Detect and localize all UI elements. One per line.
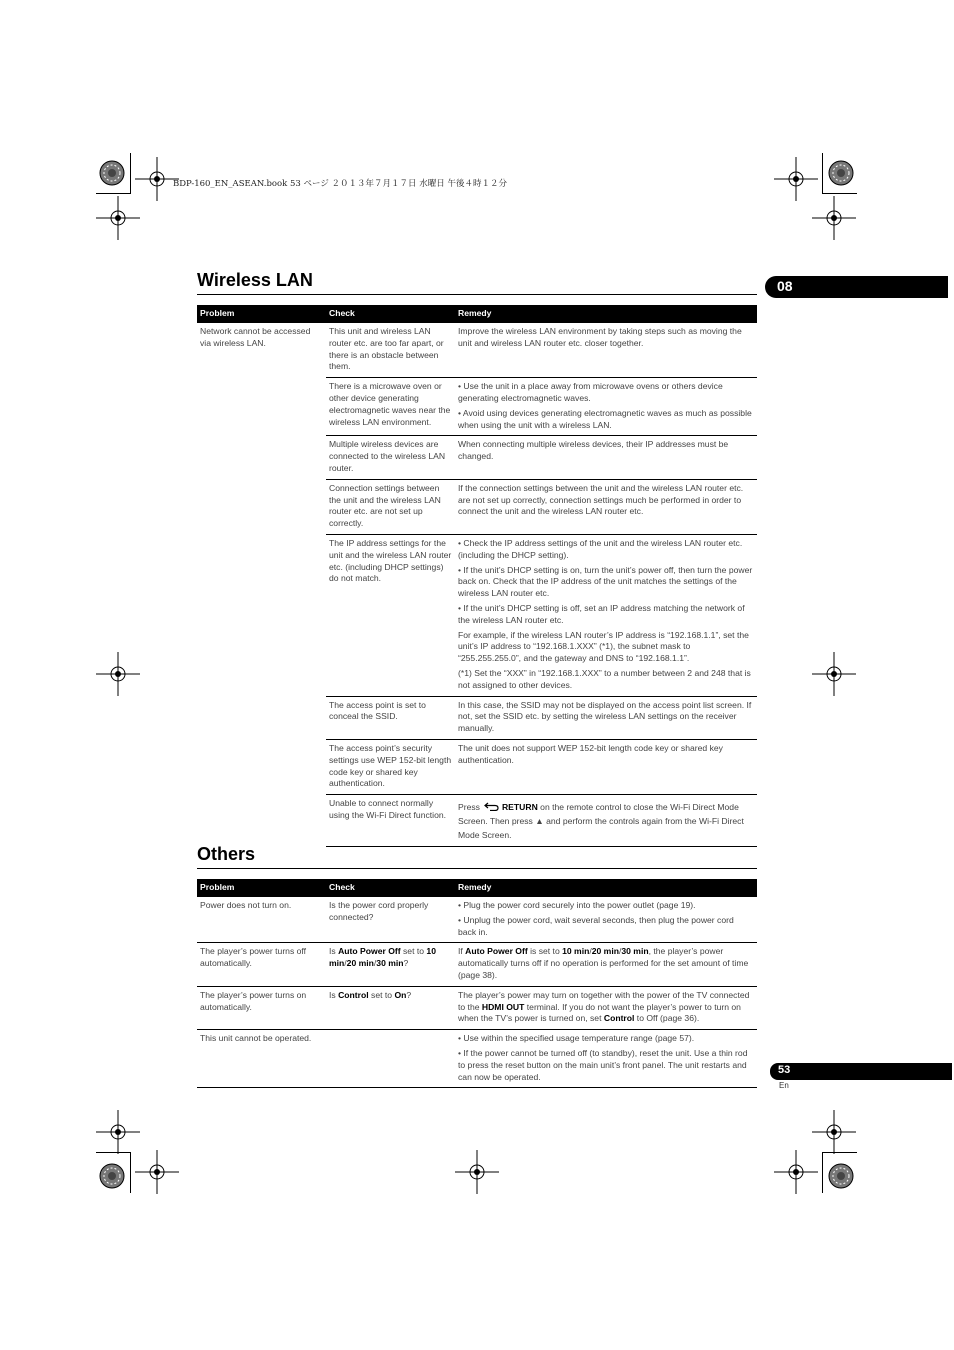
- section-rule: [197, 294, 757, 295]
- problem-cell: The player’s power turns on automatically.: [197, 986, 326, 1029]
- remedy-text: • If the power cannot be turned off (to standby), reset the unit. Use a thin rod to press the reset button on the main unit’s front panel. The unit restarts and can now be operated.: [458, 1047, 748, 1082]
- check-cell: Is the power cord properly connected?: [326, 897, 455, 943]
- registration-mark-icon: [812, 196, 856, 240]
- table-row: [197, 1030, 757, 1088]
- remedy-cell: [455, 739, 757, 794]
- check-text: /: [373, 958, 377, 969]
- color-rosette-icon: [828, 1163, 854, 1189]
- registration-mark-icon: [96, 196, 140, 240]
- crop-line: [130, 1153, 131, 1193]
- header-check: Check: [326, 305, 455, 323]
- remedy-text: In this case, the SSID may not be displayed on the access point list screen. If not, set the SSID etc. by setting the wireless LAN settings on the receiver manually.: [458, 699, 752, 734]
- chapter-number: 08: [777, 278, 793, 294]
- setting-value: 10 min: [562, 946, 590, 957]
- section-rule: [197, 868, 757, 869]
- registration-mark-icon: [812, 1110, 856, 1154]
- crop-line: [822, 153, 823, 193]
- remedy-cell: [455, 897, 757, 943]
- remedy-cell: [455, 479, 757, 534]
- table-header-row: [197, 305, 757, 323]
- registration-mark-icon: [774, 1150, 818, 1194]
- header-check: Check: [326, 879, 455, 897]
- terminal-name: HDMI OUT: [481, 1001, 525, 1012]
- header-remedy: Remedy: [455, 305, 757, 323]
- remedy-text: • Avoid using devices generating electromagnetic waves as much as possible when using the unit with a wireless LAN.: [458, 407, 752, 430]
- check-text: Is: [329, 989, 339, 1000]
- check-cell: Connection settings between the unit and the wireless LAN router etc. are not set up correctly.: [326, 479, 455, 534]
- color-rosette-icon: [828, 160, 854, 186]
- remedy-cell: [455, 378, 757, 436]
- problem-cell: Power does not turn on.: [197, 897, 326, 943]
- return-arrow-icon: [484, 802, 500, 811]
- check-cell: [326, 986, 455, 1029]
- others-table: [197, 879, 757, 1088]
- setting-value: 20 min: [346, 958, 374, 969]
- check-cell: Unable to connect normally using the Wi-Fi Direct function.: [326, 795, 455, 847]
- problem-cell: This unit cannot be operated.: [197, 1030, 326, 1088]
- table-row: [197, 986, 757, 1029]
- registration-mark-icon: [774, 157, 818, 201]
- check-text: ?: [406, 989, 412, 1000]
- check-cell: The access point is set to conceal the SSID.: [326, 696, 455, 739]
- setting-name: Control: [603, 1013, 635, 1024]
- check-text: Is: [329, 946, 339, 957]
- remedy-text: /: [618, 946, 622, 957]
- header-remedy: Remedy: [455, 879, 757, 897]
- crop-line: [96, 1152, 131, 1153]
- remedy-cell: [455, 696, 757, 739]
- print-header: BDP-160_EN_ASEAN.book 53 ページ ２０１３年７月１７日 水曜日 午後４時１２分: [173, 179, 507, 189]
- check-cell: [326, 943, 455, 986]
- page-number-tab: [770, 1063, 952, 1080]
- remedy-text: Press: [458, 802, 480, 813]
- remedy-cell: [455, 436, 757, 479]
- registration-mark-icon: [96, 652, 140, 696]
- registration-mark-icon: [96, 1110, 140, 1154]
- table-row: [197, 897, 757, 943]
- crop-line: [130, 153, 131, 193]
- remedy-cell: [455, 943, 757, 986]
- check-cell: The IP address settings for the unit and the wireless LAN router etc. (including DHCP settings) do not match.: [326, 534, 455, 696]
- registration-mark-icon: [812, 652, 856, 696]
- remedy-text: For example, if the wireless LAN router’s IP address is “192.168.1.1”, set the unit’s IP address to “192.168.1.XXX” (*1), the subnet mask to “255.255.255.0”, and the gateway and DNS to “192.168.1.1”.: [458, 629, 749, 664]
- setting-name: Auto Power Off: [465, 946, 528, 957]
- remedy-text: • Use the unit in a place away from microwave ovens or others device generating electromagnetic waves.: [458, 381, 723, 403]
- check-cell: Multiple wireless devices are connected to the wireless LAN router.: [326, 436, 455, 479]
- remedy-text: • If the unit’s DHCP setting is off, set an IP address matching the network of the wireless LAN router etc.: [458, 602, 745, 625]
- setting-name: Auto Power Off: [338, 946, 401, 957]
- table-row: [197, 943, 757, 986]
- problem-cell: Network cannot be accessed via wireless LAN.: [200, 326, 311, 348]
- remedy-text: • Use within the specified usage temperature range (page 57).: [458, 1033, 695, 1044]
- remedy-text: The unit does not support WEP 152-bit length code key or shared key authentication.: [458, 742, 723, 765]
- setting-value: 10 min: [329, 946, 436, 969]
- header-problem: Problem: [197, 305, 326, 323]
- remedy-text: is set to: [527, 946, 563, 957]
- check-text: set to: [400, 946, 427, 957]
- check-cell: This unit and wireless LAN router etc. are too far apart, or there is an obstacle between them.: [326, 323, 455, 378]
- remedy-text: If: [458, 946, 466, 957]
- remedy-text: If the connection settings between the unit and the wireless LAN router etc. are not set up correctly, connection settings much be performed in order to connect the unit and the wireless LAN router etc.: [458, 482, 744, 517]
- remedy-text: terminal. If you do not want the player’s power to turn on when the TV’s power is turned on, set: [458, 1001, 741, 1024]
- wireless-lan-table: [197, 305, 757, 847]
- remedy-text: on the remote control to close the Wi-Fi Direct Mode Screen. Then press ▲ and perform the controls again from the Wi-Fi Direct Mode Screen.: [458, 802, 744, 841]
- crop-line: [822, 193, 857, 194]
- remedy-cell: [455, 323, 757, 378]
- check-cell: There is a microwave oven or other device generating electromagnetic waves near the wireless LAN environment.: [326, 378, 455, 436]
- return-button-label: RETURN: [501, 802, 538, 813]
- chapter-tab: [765, 276, 948, 298]
- problem-cell: The player’s power turns off automatically.: [197, 943, 326, 986]
- remedy-cell: [455, 1030, 757, 1088]
- remedy-text: • If the unit’s DHCP setting is on, turn the unit’s power off, then turn the power back on. Check that the IP address of the unit matches the settings of the wireless LAN router etc.: [458, 564, 753, 599]
- wireless-lan-title: Wireless LAN: [197, 270, 313, 290]
- check-text: /: [344, 958, 347, 969]
- crop-line: [822, 1152, 857, 1153]
- crop-line: [822, 1153, 823, 1193]
- remedy-cell: [455, 795, 757, 847]
- remedy-text: (*1) Set the “XXX” in “192.168.1.XXX” to a number between 2 and 248 that is not assigned to other devices.: [458, 667, 751, 690]
- language-code: En: [779, 1081, 789, 1090]
- table-header-row: [197, 879, 757, 897]
- remedy-text: • Plug the power cord securely into the power outlet (page 19).: [458, 900, 696, 910]
- check-text: set to: [368, 989, 395, 1000]
- check-cell: [326, 1030, 455, 1088]
- registration-mark-icon: [135, 1150, 179, 1194]
- header-problem: Problem: [197, 879, 326, 897]
- remedy-text: to Off (page 36).: [634, 1013, 700, 1024]
- setting-value: On: [394, 989, 407, 1000]
- color-rosette-icon: [99, 160, 125, 186]
- registration-mark-icon: [455, 1150, 499, 1194]
- table-row: [197, 323, 757, 378]
- check-text: ?: [403, 958, 409, 969]
- remedy-text: Improve the wireless LAN environment by taking steps such as moving the unit and wireless LAN router etc. closer together.: [458, 326, 742, 348]
- remedy-cell: [455, 534, 757, 696]
- crop-line: [96, 193, 131, 194]
- remedy-text: When connecting multiple wireless devices, their IP addresses must be changed.: [458, 439, 729, 462]
- color-rosette-icon: [99, 1163, 125, 1189]
- page-number: 53: [778, 1064, 791, 1076]
- remedy-text: • Check the IP address settings of the unit and the wireless LAN router etc. (including the DHCP setting).: [458, 537, 743, 560]
- remedy-text: /: [589, 946, 592, 957]
- setting-value: 30 min: [376, 958, 404, 969]
- setting-value: 30 min: [621, 946, 649, 957]
- remedy-text: The player’s power may turn on together with the power of the TV connected to the: [458, 989, 750, 1012]
- remedy-text: , the player’s power automatically turns off if no operation is performed for the set amount of time (page 38).: [458, 946, 749, 980]
- others-title: Others: [197, 844, 256, 864]
- check-cell: The access point’s security settings use WEP 152-bit length code key or shared key authentication.: [326, 739, 455, 794]
- setting-value: 20 min: [591, 946, 619, 957]
- remedy-cell: [455, 986, 757, 1029]
- setting-name: Control: [338, 989, 369, 1000]
- remedy-text: • Unplug the power cord, wait several seconds, then plug the power cord back in.: [458, 914, 734, 937]
